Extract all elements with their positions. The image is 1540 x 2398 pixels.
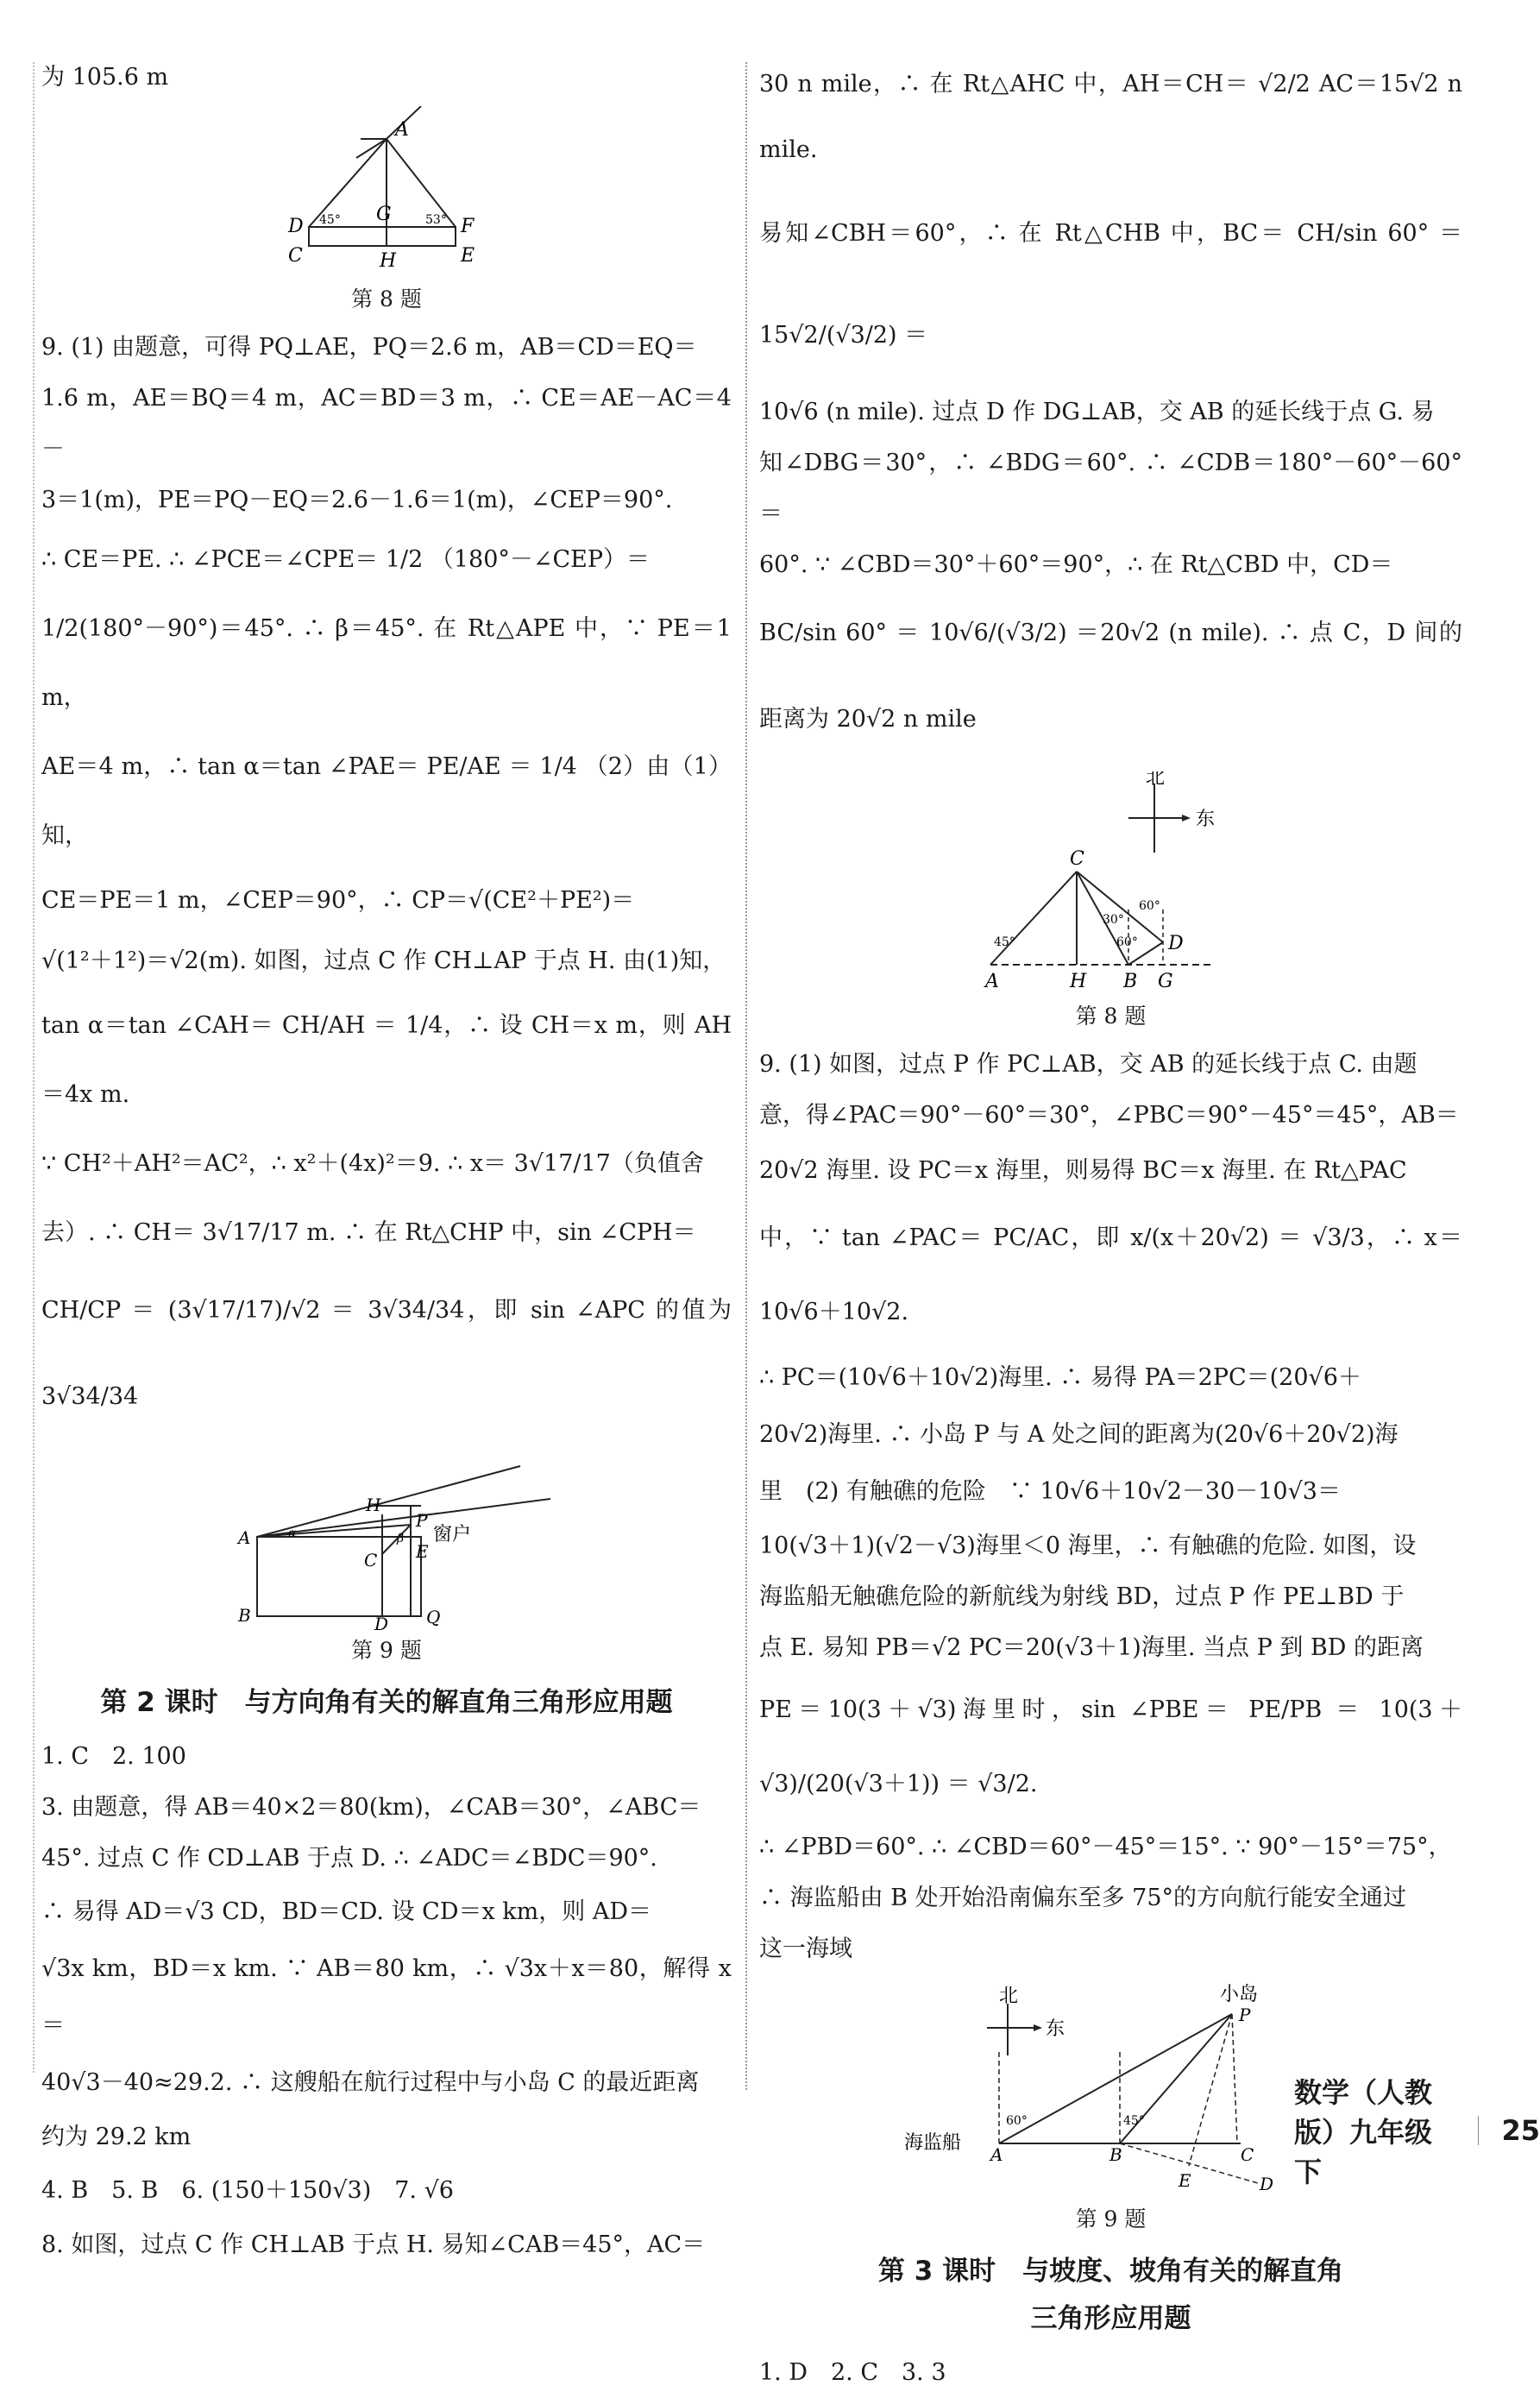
fig8r-label: D — [1167, 933, 1184, 954]
text-line: CE＝PE＝1 m，∠CEP＝90°，∴ CP＝√(CE²＋PE²)＝ — [41, 887, 635, 914]
fig9r-label: P — [1238, 2005, 1250, 2025]
right-column — [759, 52, 1462, 2398]
fig8r-label: A — [984, 971, 999, 992]
figure-8-left-diagram — [240, 106, 533, 279]
section-heading: 第 2 课时 与方向角有关的解直角三角形应用题 — [100, 1687, 673, 1718]
fig8-angle: 53° — [425, 213, 447, 227]
figure-8-right-diagram — [956, 771, 1267, 996]
fig9r-label: D — [1259, 2174, 1273, 2194]
text-line: ∴ 海监船由 B 处开始沿南偏东至多 75°的方向航行能安全通过 — [759, 1885, 1407, 1911]
compass-north: 北 — [1145, 771, 1165, 789]
compass-east: 东 — [1045, 2018, 1065, 2040]
fig8r-label: G — [1157, 971, 1173, 992]
fig9r-angle: 45° — [1122, 2114, 1145, 2128]
text-line: 8. 如图，过点 C 作 CH⊥AB 于点 H. 易知∠CAB＝45°，AC＝ — [41, 2231, 706, 2258]
text-line: 去）. ∴ CH＝ 3√17/17 m. ∴ 在 Rt△CHP 中，sin ∠CPH＝ — [41, 1219, 696, 1246]
text-line: 里 (2) 有触礁的危险 ∵ 10√6＋10√2－30－10√3＝ — [759, 1478, 1341, 1505]
fig9r-label: 海监船 — [903, 2132, 961, 2154]
left-column — [41, 52, 732, 2270]
text-line: 这一海域 — [759, 1935, 852, 1962]
fig9-label: Q — [426, 1607, 441, 1627]
text-line: 点 E. 易知 PB＝√2 PC＝20(√3＋1)海里. 当点 P 到 BD 的距离 — [759, 1634, 1424, 1661]
text-line: 45°. 过点 C 作 CD⊥AB 于点 D. ∴ ∠ADC＝∠BDC＝90°. — [41, 1845, 657, 1872]
text-line: 40√3－40≈29.2. ∴ 这艘船在航行过程中与小岛 C 的最近距离 — [41, 2069, 700, 2096]
text-line: CH/CP ＝ (3√17/17)/√2 ＝ 3√34/34，即 sin ∠APC 的值为 3√34/34 — [41, 1297, 732, 1410]
text-line: ∴ CE＝PE. ∴ ∠PCE＝∠CPE＝ 1/2 （180°－∠CEP）＝ — [41, 546, 651, 573]
fig8r-angle: 60° — [1138, 899, 1160, 913]
text-line: ∴ ∠PBD＝60°. ∴ ∠CBD＝60°－45°＝15°. ∵ 90°－15°＝75°， — [759, 1834, 1452, 1860]
text-line: 意，得∠PAC＝90°－60°＝30°，∠PBC＝90°－45°＝45°，AB＝ — [759, 1102, 1459, 1129]
section-heading: 第 3 课时 与坡度、坡角有关的解直角 — [877, 2256, 1344, 2287]
fig9r-label: E — [1178, 2170, 1191, 2191]
text-line: BC/sin 60° ＝ 10√6/(√3/2) ＝20√2 (n mile). ∴ 点 C，D 间的距离为 20√2 n mile — [759, 620, 1462, 733]
fig9r-label: A — [990, 2144, 1003, 2165]
fig8r-label: B — [1122, 971, 1137, 992]
text-line: 3＝1(m)，PE＝PQ－EQ＝2.6－1.6＝1(m)，∠CEP＝90°. — [41, 487, 673, 513]
figure-9-left — [205, 1457, 568, 1630]
figure-caption: 第 9 题 — [351, 1638, 422, 1663]
text-line: ∴ PC＝(10√6＋10√2)海里. ∴ 易得 PA＝2PC＝(20√6＋ — [759, 1364, 1361, 1391]
figure-8-right — [956, 771, 1267, 996]
text-line: 知∠DBG＝30°，∴ ∠BDG＝60°. ∴ ∠CDB＝180°－60°－60°＝ — [759, 450, 1462, 527]
text-line: 20√2 海里. 设 PC＝x 海里，则易得 BC＝x 海里. 在 Rt△PAC — [759, 1157, 1407, 1184]
text-line: 1. D 2. C 3. 3 — [759, 2359, 946, 2386]
text-line: PE＝10(3＋√3)海里时，sin ∠PBE＝ PE/PB ＝ 10(3＋√3)/(20(√3＋1)) ＝ √3/2. — [759, 1696, 1462, 1797]
fig8-label: G — [376, 204, 392, 225]
fig9r-label: 小岛 — [1219, 1984, 1258, 2005]
text-line: 3. 由题意，得 AB＝40×2＝80(km)，∠CAB＝30°，∠ABC＝ — [41, 1794, 701, 1821]
book-title: 数学（人教版）九年级下 — [1294, 2076, 1433, 2188]
compass-east: 东 — [1195, 809, 1215, 830]
text-line: 为 105.6 m — [41, 64, 169, 91]
fig8r-angle: 60° — [1116, 935, 1138, 949]
text-line: 4. B 5. B 6. (150＋150√3) 7. √6 — [41, 2177, 454, 2204]
footer-separator — [1478, 2116, 1479, 2145]
figure-9-left-diagram — [205, 1457, 568, 1630]
figure-caption: 第 8 题 — [1075, 1004, 1147, 1029]
fig8r-angle: 45° — [993, 935, 1015, 949]
fig8r-label: C — [1069, 848, 1084, 870]
text-line: 30 n mile，∴ 在 Rt△AHC 中，AH＝CH＝ √2/2 AC＝15√2 n mile. — [759, 71, 1462, 163]
fig8-label: F — [461, 216, 475, 237]
fig8-label: H — [380, 250, 397, 272]
text-line: 9. (1) 如图，过点 P 作 PC⊥AB，交 AB 的延长线于点 C. 由题 — [759, 1051, 1417, 1078]
fig9-label: P — [416, 1510, 428, 1531]
text-line: 9. (1) 由题意，可得 PQ⊥AE，PQ＝2.6 m，AB＝CD＝EQ＝ — [41, 334, 697, 361]
figure-9-right — [904, 1983, 1318, 2199]
fig8-label: D — [288, 216, 304, 237]
figure-8-left — [240, 106, 533, 279]
figure-9-right-diagram — [904, 1983, 1318, 2199]
fig9-label: C — [364, 1550, 378, 1570]
text-line: 1. C 2. 100 — [41, 1743, 186, 1770]
text-line: 60°. ∵ ∠CBD＝30°＋60°＝90°，∴ 在 Rt△CBD 中，CD＝ — [759, 551, 1393, 578]
column-divider — [745, 62, 747, 2090]
fig8-label: E — [461, 245, 475, 267]
fig9-angle: β — [397, 1532, 405, 1545]
text-line: 海监船无触礁危险的新航线为射线 BD，过点 P 作 PE⊥BD 于 — [759, 1583, 1405, 1610]
left-margin-rule — [33, 62, 35, 2073]
text-line: 易知∠CBH＝60°，∴ 在 Rt△CHB 中，BC＝ CH/sin 60° ＝ 15√2/(√3/2) ＝ — [759, 220, 1462, 349]
page-footer — [1294, 2071, 1540, 2190]
text-line: ∵ CH²＋AH²＝AC²，∴ x²＋(4x)²＝9. ∴ x＝ 3√17/17（负值舍 — [41, 1150, 704, 1177]
fig9r-label: B — [1109, 2144, 1122, 2165]
text-line: AE＝4 m，∴ tan α＝tan ∠PAE＝ PE/AE ＝ 1/4 （2）由（1）知， — [41, 753, 732, 849]
fig9-label: 窗户 — [433, 1524, 472, 1545]
fig9-label: B — [238, 1605, 251, 1626]
text-line: 约为 29.2 km — [41, 2124, 192, 2150]
figure-caption: 第 9 题 — [1075, 2206, 1147, 2231]
page-number: 25 — [1501, 2114, 1540, 2147]
section-heading: 三角形应用题 — [1030, 2303, 1191, 2334]
text-line: 10(√3＋1)(√2－√3)海里＜0 海里，∴ 有触礁的危险. 如图，设 — [759, 1533, 1417, 1559]
fig9-angle: α — [288, 1526, 297, 1540]
fig9-label: A — [238, 1527, 251, 1548]
text-line: √(1²＋1²)＝√2(m). 如图，过点 C 作 CH⊥AP 于点 H. 由(1)知， — [41, 947, 726, 974]
text-line: 1/2(180°－90°)＝45°. ∴ β＝45°. 在 Rt△APE 中，∵ PE＝1 m， — [41, 615, 732, 711]
fig8-angle: 45° — [319, 213, 341, 227]
text-line: ∴ 易得 AD＝√3 CD，BD＝CD. 设 CD＝x km，则 AD＝ — [41, 1898, 651, 1925]
fig8-label: A — [395, 119, 409, 141]
fig9-label: H — [366, 1495, 381, 1515]
fig8r-label: H — [1069, 971, 1086, 992]
fig9-label: D — [374, 1614, 389, 1630]
fig8-label: C — [288, 245, 303, 267]
fig9r-angle: 60° — [1005, 2114, 1028, 2128]
fig8r-angle: 30° — [1102, 913, 1124, 927]
fig9r-label: C — [1240, 2144, 1254, 2165]
text-line: 中，∵ tan ∠PAC＝ PC/AC，即 x/(x＋20√2) ＝ √3/3，∴ x＝10√6＋10√2. — [759, 1224, 1462, 1325]
text-line: 20√2)海里. ∴ 小岛 P 与 A 处之间的距离为(20√6＋20√2)海 — [759, 1421, 1399, 1448]
text-line: 10√6 (n mile). 过点 D 作 DG⊥AB，交 AB 的延长线于点 G. 易 — [759, 399, 1435, 425]
text-line: 1.6 m，AE＝BQ＝4 m，AC＝BD＝3 m，∴ CE＝AE－AC＝4－ — [41, 385, 732, 463]
figure-caption: 第 8 题 — [351, 286, 422, 312]
text-line: √3x km，BD＝x km. ∵ AB＝80 km，∴ √3x＋x＝80，解得 x＝ — [41, 1955, 732, 2039]
fig9-label: E — [416, 1541, 429, 1562]
text-line: tan α＝tan ∠CAH＝ CH/AH ＝ 1/4，∴ 设 CH＝x m，则 AH＝4x m. — [41, 1012, 732, 1108]
compass-north: 北 — [998, 1986, 1018, 2007]
